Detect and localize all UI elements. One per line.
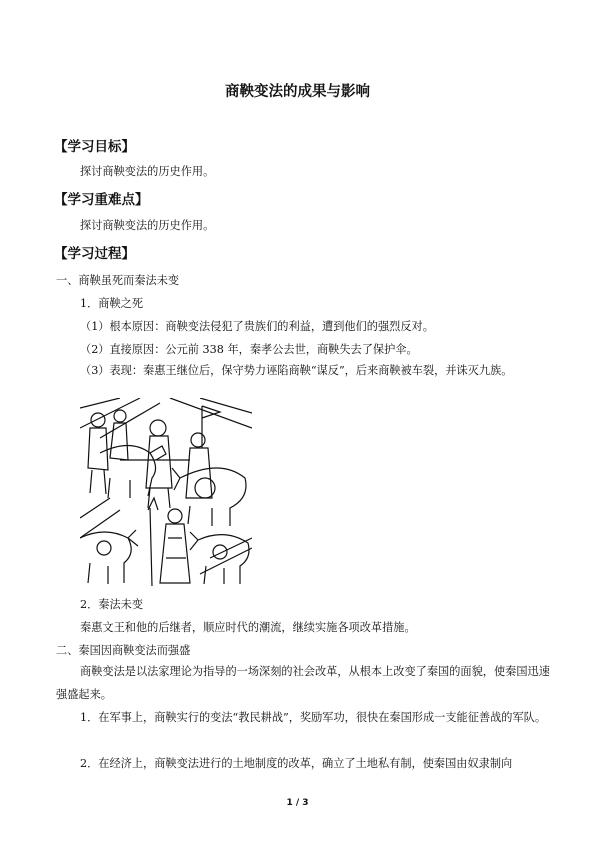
part1-sub2-body: 秦惠文王和他的后继者，顺应时代的潮流，继续实施各项改革措施。 [80, 621, 416, 634]
part1-item1: （1）根本原因：商鞅变法侵犯了贵族们的利益，遭到他们的强烈反对。 [80, 320, 434, 333]
part2-heading: 二、秦国因商鞅变法而强盛 [56, 644, 191, 657]
page-number: 1 / 3 [286, 798, 309, 808]
key-body: 探讨商鞅变法的历史作用。 [80, 219, 215, 232]
woodcut-illustration-icon [80, 398, 252, 586]
goal-body: 探讨商鞅变法的历史作用。 [80, 165, 215, 178]
part2-point2: 2．在经济上，商鞅变法进行的土地制度的改革，确立了土地私有制，使秦国由奴隶制向 [80, 757, 513, 770]
part1-heading: 一、商鞅虽死而秦法未变 [56, 274, 180, 287]
part1-item2: （2）直接原因：公元前 338 年，秦孝公去世，商鞅失去了保护伞。 [80, 343, 418, 356]
part1-item3: （3）表现：秦惠王继位后，保守势力诬陷商鞅“谋反”，后来商鞅被车裂，并诛灭九族。 [80, 364, 513, 377]
part1-sub1: 1．商鞅之死 [80, 297, 144, 310]
page-title: 商鞅变法的成果与影响 [225, 84, 370, 100]
part1-sub2: 2．秦法未变 [80, 598, 144, 611]
section-heading-key: 【学习重难点】 [54, 192, 149, 208]
part2-intro: 商鞅变法是以法家理论为指导的一场深刻的社会改革，从根本上改变了秦国的面貌，使秦国迅速强盛起来。 [56, 665, 550, 701]
section-heading-goal: 【学习目标】 [54, 139, 135, 155]
part2-point1: 1．在军事上，商鞅实行的变法“教民耕战”，奖励军功，很快在秦国形成一支能征善战的军队。 [80, 711, 547, 724]
section-heading-process: 【学习过程】 [54, 246, 135, 262]
